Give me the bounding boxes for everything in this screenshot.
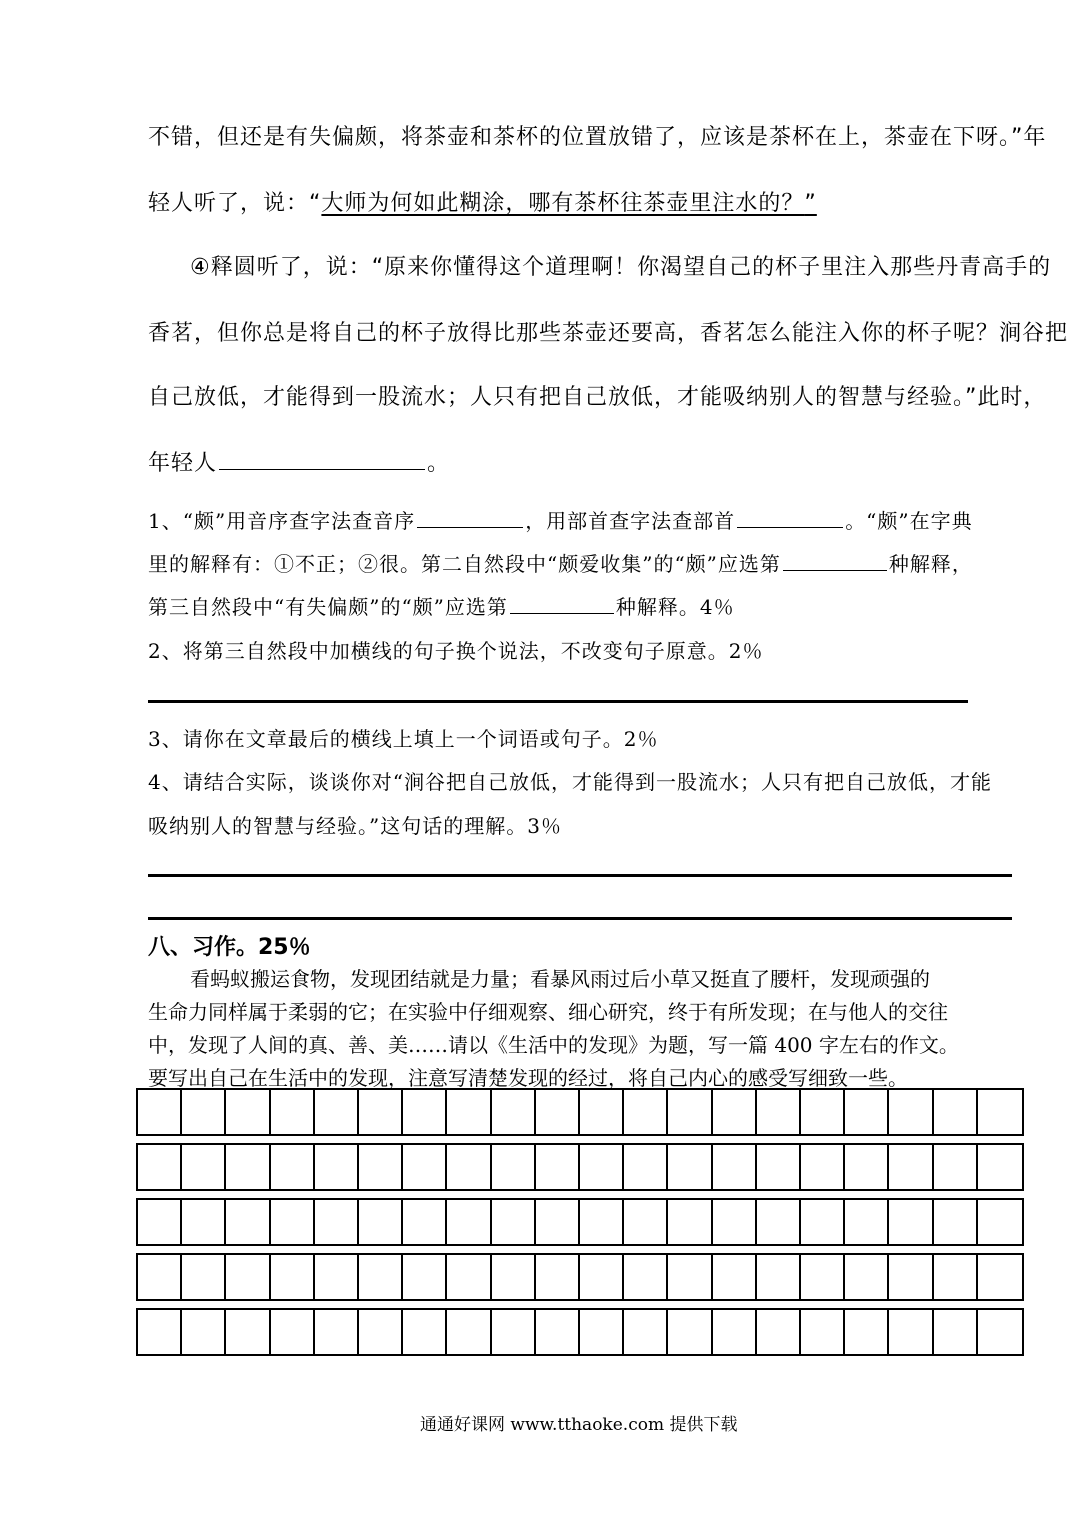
- grid-cell[interactable]: [447, 1255, 491, 1299]
- grid-cell[interactable]: [492, 1310, 536, 1354]
- answer-line-q2[interactable]: [148, 700, 968, 703]
- grid-cell[interactable]: [271, 1255, 315, 1299]
- grid-cell[interactable]: [226, 1255, 270, 1299]
- grid-cell[interactable]: [580, 1200, 624, 1244]
- grid-cell[interactable]: [668, 1310, 712, 1354]
- grid-cell[interactable]: [668, 1145, 712, 1189]
- blank-bushou[interactable]: [737, 507, 843, 528]
- grid-cell[interactable]: [713, 1200, 757, 1244]
- question-4-line-1: 4、请结合实际，谈谈你对“涧谷把自己放低，才能得到一股流水；人只有把自己放低，才能: [148, 770, 992, 794]
- essay-prompt-line-2: 生命力同样属于柔弱的它；在实验中仔细观察、细心研究，终于有所发现；在与他人的交往: [148, 1000, 948, 1024]
- grid-cell[interactable]: [492, 1145, 536, 1189]
- grid-cell[interactable]: [889, 1090, 933, 1134]
- grid-cell[interactable]: [359, 1200, 403, 1244]
- passage-line-2-prefix: 轻人听了，说：“: [148, 191, 322, 216]
- grid-cell[interactable]: [845, 1310, 889, 1354]
- grid-cell[interactable]: [359, 1255, 403, 1299]
- passage-line-1: 不错，但还是有失偏颇，将茶壶和茶杯的位置放错了，应该是茶杯在上，茶壶在下呀。”年: [148, 125, 1047, 150]
- q1-text-a: 1、“颇”用音序查字法查音序: [148, 509, 416, 533]
- passage-line-5: 自己放低，才能得到一股流水；人只有把自己放低，才能吸纳别人的智慧与经验。”此时，: [148, 385, 1047, 410]
- grid-cell[interactable]: [536, 1090, 580, 1134]
- grid-cell[interactable]: [978, 1310, 1022, 1354]
- passage-line-6-suffix: 。: [427, 451, 451, 476]
- grid-cell[interactable]: [801, 1255, 845, 1299]
- writing-grid-row[interactable]: [136, 1308, 1024, 1356]
- blank-meaning-3[interactable]: [510, 593, 614, 614]
- grid-cell[interactable]: [315, 1310, 359, 1354]
- q1-text-c: 。“颇”在字典: [845, 509, 973, 533]
- grid-cell[interactable]: [138, 1310, 182, 1354]
- essay-prompt-line-3: 中，发现了人间的真、善、美……请以《生活中的发现》为题，写一篇 400 字左右的作文。: [148, 1033, 959, 1057]
- grid-cell[interactable]: [757, 1255, 801, 1299]
- grid-cell[interactable]: [845, 1090, 889, 1134]
- grid-cell[interactable]: [226, 1310, 270, 1354]
- grid-cell[interactable]: [624, 1310, 668, 1354]
- grid-cell[interactable]: [978, 1255, 1022, 1299]
- q1-text-d: 里的解释有：①不正；②很。第二自然段中“颇爱收集”的“颇”应选第: [148, 552, 781, 576]
- grid-cell[interactable]: [271, 1310, 315, 1354]
- grid-cell[interactable]: [978, 1145, 1022, 1189]
- blank-yinxu[interactable]: [417, 507, 523, 528]
- q1-text-g: 种解释。4％: [615, 595, 735, 619]
- grid-cell[interactable]: [271, 1200, 315, 1244]
- q1-text-b: ，用部首查字法查部首: [525, 509, 736, 533]
- grid-cell[interactable]: [845, 1145, 889, 1189]
- grid-cell[interactable]: [359, 1310, 403, 1354]
- grid-cell[interactable]: [668, 1200, 712, 1244]
- answer-line-q4-1[interactable]: [148, 874, 1012, 877]
- grid-cell[interactable]: [889, 1310, 933, 1354]
- grid-cell[interactable]: [536, 1255, 580, 1299]
- footer-text: 通通好课网 www.tthaoke.com 提供下载: [420, 1415, 738, 1435]
- question-1-line-3: [148, 591, 735, 620]
- grid-cell[interactable]: [713, 1255, 757, 1299]
- grid-cell[interactable]: [757, 1090, 801, 1134]
- grid-cell[interactable]: [889, 1255, 933, 1299]
- grid-cell[interactable]: [182, 1310, 226, 1354]
- question-4-line-2: 吸纳别人的智慧与经验。”这句话的理解。3％: [148, 814, 562, 838]
- grid-cell[interactable]: [403, 1200, 447, 1244]
- grid-cell[interactable]: [315, 1145, 359, 1189]
- grid-cell[interactable]: [359, 1090, 403, 1134]
- passage-line-6: [148, 446, 450, 477]
- grid-cell[interactable]: [845, 1200, 889, 1244]
- grid-cell[interactable]: [580, 1310, 624, 1354]
- grid-cell[interactable]: [757, 1200, 801, 1244]
- grid-cell[interactable]: [271, 1145, 315, 1189]
- grid-cell[interactable]: [359, 1145, 403, 1189]
- grid-cell[interactable]: [713, 1145, 757, 1189]
- writing-grid-row[interactable]: [136, 1088, 1024, 1136]
- blank-meaning-2[interactable]: [783, 550, 887, 571]
- grid-cell[interactable]: [845, 1255, 889, 1299]
- grid-cell[interactable]: [315, 1255, 359, 1299]
- question-1-line-1: [148, 505, 973, 534]
- grid-cell[interactable]: [182, 1200, 226, 1244]
- grid-cell[interactable]: [138, 1090, 182, 1134]
- grid-cell[interactable]: [492, 1200, 536, 1244]
- passage-line-2-suffix: ”: [804, 191, 817, 216]
- grid-cell[interactable]: [403, 1310, 447, 1354]
- grid-cell[interactable]: [580, 1255, 624, 1299]
- fill-blank-final[interactable]: [219, 449, 425, 470]
- grid-cell[interactable]: [447, 1145, 491, 1189]
- grid-cell[interactable]: [757, 1310, 801, 1354]
- passage-line-2: [148, 186, 817, 217]
- grid-cell[interactable]: [889, 1145, 933, 1189]
- grid-cell[interactable]: [182, 1090, 226, 1134]
- grid-cell[interactable]: [403, 1255, 447, 1299]
- grid-cell[interactable]: [889, 1200, 933, 1244]
- grid-cell[interactable]: [801, 1145, 845, 1189]
- underlined-sentence: 大师为何如此糊涂，哪有茶杯往茶壶里注水的？: [321, 191, 805, 216]
- question-1-line-2: [148, 548, 973, 577]
- grid-cell[interactable]: [978, 1200, 1022, 1244]
- grid-cell[interactable]: [624, 1090, 668, 1134]
- writing-grid-row[interactable]: [136, 1198, 1024, 1246]
- passage-line-3: ④释圆听了，说：“原来你懂得这个道理啊！你渴望自己的杯子里注入那些丹青高手的: [190, 255, 1052, 280]
- grid-cell[interactable]: [713, 1090, 757, 1134]
- grid-cell[interactable]: [315, 1090, 359, 1134]
- grid-cell[interactable]: [226, 1145, 270, 1189]
- grid-cell[interactable]: [801, 1090, 845, 1134]
- grid-cell[interactable]: [934, 1255, 978, 1299]
- grid-cell[interactable]: [757, 1145, 801, 1189]
- grid-cell[interactable]: [624, 1255, 668, 1299]
- grid-cell[interactable]: [580, 1145, 624, 1189]
- grid-cell[interactable]: [403, 1090, 447, 1134]
- grid-cell[interactable]: [934, 1310, 978, 1354]
- grid-cell[interactable]: [447, 1310, 491, 1354]
- passage-line-4: 香茗，但你总是将自己的杯子放得比那些茶壶还要高，香茗怎么能注入你的杯子呢？涧谷把: [148, 321, 1069, 346]
- grid-cell[interactable]: [668, 1255, 712, 1299]
- grid-cell[interactable]: [447, 1090, 491, 1134]
- grid-cell[interactable]: [978, 1090, 1022, 1134]
- q1-text-e: 种解释，: [888, 552, 973, 576]
- grid-cell[interactable]: [801, 1310, 845, 1354]
- grid-cell[interactable]: [624, 1145, 668, 1189]
- grid-cell[interactable]: [624, 1200, 668, 1244]
- grid-cell[interactable]: [226, 1090, 270, 1134]
- grid-cell[interactable]: [536, 1310, 580, 1354]
- grid-cell[interactable]: [934, 1090, 978, 1134]
- essay-prompt-line-4: 要写出自己在生活中的发现，注意写清楚发现的经过，将自己内心的感受写细致一些。: [148, 1066, 908, 1090]
- grid-cell[interactable]: [138, 1255, 182, 1299]
- passage-line-6-prefix: 年轻人: [148, 451, 218, 476]
- grid-cell[interactable]: [403, 1145, 447, 1189]
- grid-cell[interactable]: [138, 1200, 182, 1244]
- grid-cell[interactable]: [934, 1200, 978, 1244]
- writing-grid-row[interactable]: [136, 1143, 1024, 1191]
- grid-cell[interactable]: [492, 1255, 536, 1299]
- grid-cell[interactable]: [536, 1200, 580, 1244]
- essay-prompt-line-1: 看蚂蚁搬运食物，发现团结就是力量；看暴风雨过后小草又挺直了腰杆，发现顽强的: [190, 967, 930, 991]
- answer-line-q4-2[interactable]: [148, 917, 1012, 920]
- question-3: 3、请你在文章最后的横线上填上一个词语或句子。2％: [148, 727, 659, 751]
- grid-cell[interactable]: [138, 1145, 182, 1189]
- grid-cell[interactable]: [801, 1200, 845, 1244]
- q1-text-f: 第三自然段中“有失偏颇”的“颇”应选第: [148, 595, 508, 619]
- section-8-title: 八、习作。25％: [148, 935, 311, 960]
- question-2: 2、将第三自然段中加横线的句子换个说法，不改变句子原意。2％: [148, 639, 764, 663]
- grid-cell[interactable]: [182, 1145, 226, 1189]
- grid-cell[interactable]: [315, 1200, 359, 1244]
- grid-cell[interactable]: [580, 1090, 624, 1134]
- grid-cell[interactable]: [447, 1200, 491, 1244]
- grid-cell[interactable]: [271, 1090, 315, 1134]
- grid-cell[interactable]: [492, 1090, 536, 1134]
- grid-cell[interactable]: [713, 1310, 757, 1354]
- grid-cell[interactable]: [226, 1200, 270, 1244]
- grid-cell[interactable]: [182, 1255, 226, 1299]
- grid-cell[interactable]: [536, 1145, 580, 1189]
- grid-cell[interactable]: [668, 1090, 712, 1134]
- writing-grid-row[interactable]: [136, 1253, 1024, 1301]
- grid-cell[interactable]: [934, 1145, 978, 1189]
